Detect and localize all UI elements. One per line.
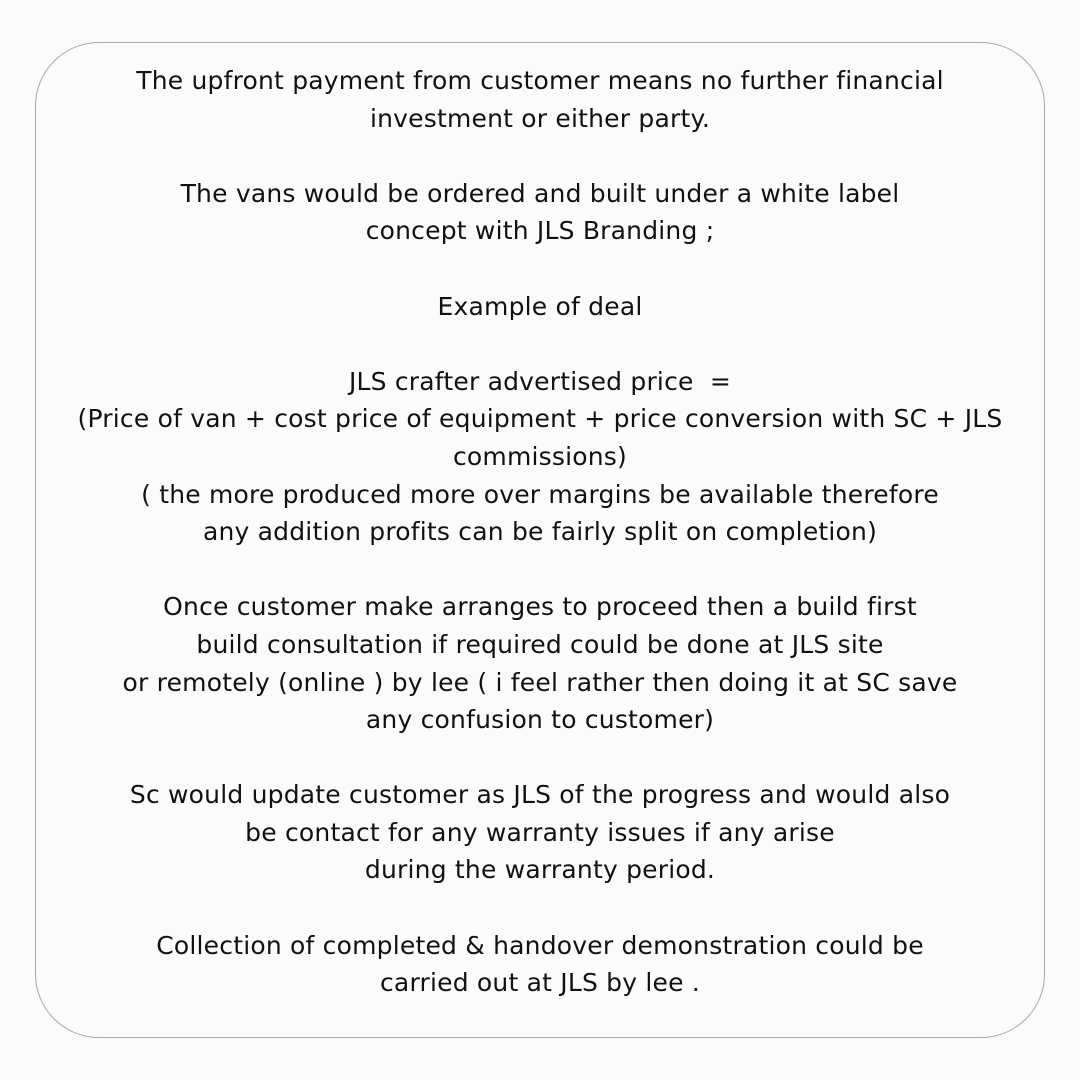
paragraph-progress-warranty [36, 776, 1044, 889]
paragraph-white-label [36, 175, 1044, 250]
text-line: Example of deal [437, 291, 643, 321]
text-line: JLS crafter advertised price = [348, 366, 732, 396]
text-line: be contact for any warranty issues if any arise [245, 817, 835, 847]
text-line: (Price of van + cost price of equipment + price conversion with SC + JLS [77, 404, 1003, 434]
text-line: or remotely (online ) by lee ( i feel rather then doing it at SC save [122, 667, 958, 697]
text-line: Once customer make arranges to proceed then a build first [163, 592, 917, 622]
text-line: investment or either party. [369, 103, 711, 133]
document-body [36, 62, 1044, 1002]
paragraph-price-formula [36, 363, 1044, 551]
text-line: ( the more produced more over margins be available therefore [141, 479, 939, 509]
text-line: The upfront payment from customer means no further financial [136, 66, 944, 95]
text-line: carried out at JLS by lee . [379, 968, 700, 998]
text-line: concept with JLS Branding ; [365, 216, 715, 246]
text-line: during the warranty period. [364, 855, 716, 885]
text-line: build consultation if required could be done at JLS site [196, 629, 884, 659]
text-line: Sc would update customer as JLS of the progress and would also [129, 780, 951, 810]
paragraph-consultation [36, 588, 1044, 738]
text-line: commissions) [452, 441, 627, 471]
paragraph-collection-handover [36, 927, 1044, 1002]
text-line: any confusion to customer) [365, 705, 715, 735]
text-line: any addition profits can be fairly split on completion) [202, 517, 878, 547]
text-line: The vans would be ordered and built under a white label [180, 178, 900, 208]
paragraph-example-heading [36, 288, 1044, 326]
paragraph-upfront-payment [36, 62, 1044, 137]
text-line: Collection of completed & handover demonstration could be [156, 930, 924, 960]
